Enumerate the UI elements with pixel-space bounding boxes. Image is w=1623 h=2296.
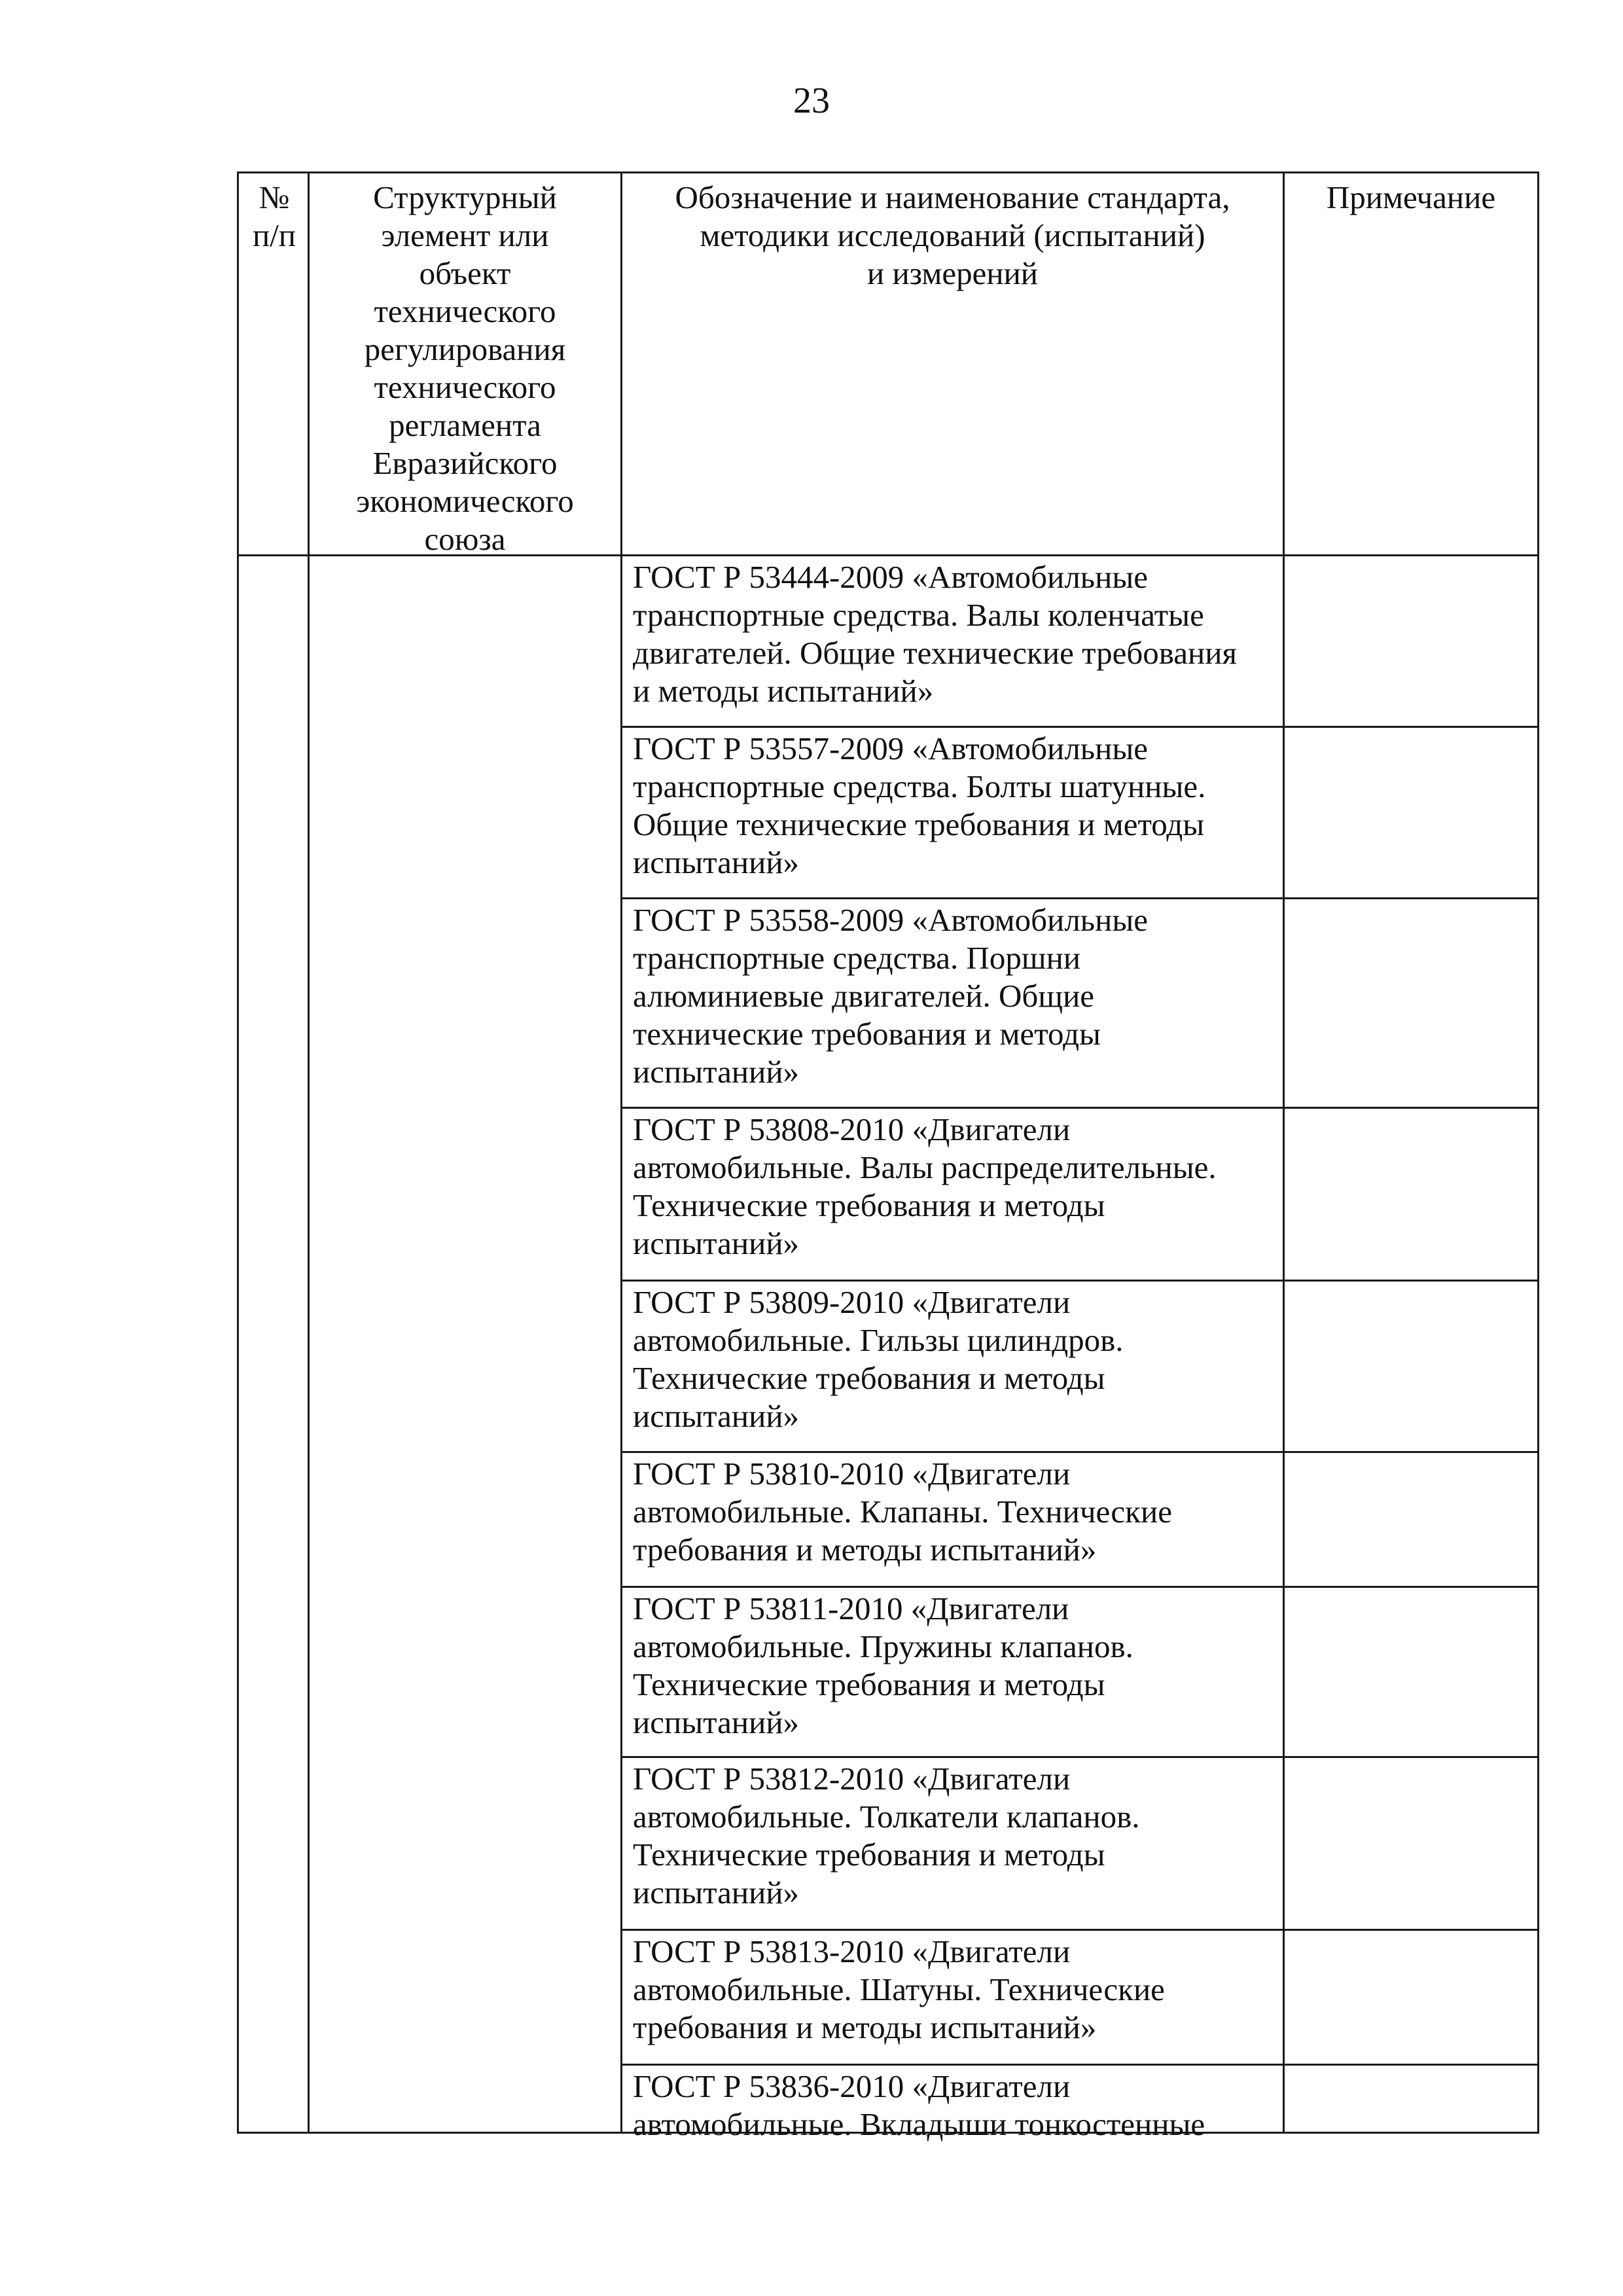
table-row-standard: ГОСТ Р 53813-2010 «Двигатели автомобильные. Шатуны. Технические требования и методы испытаний»	[633, 1933, 1165, 2045]
page-number: 23	[793, 81, 830, 121]
column-divider	[1283, 173, 1285, 2132]
row-divider	[620, 897, 1537, 899]
header-note: Примечание	[1326, 179, 1496, 215]
table-row-standard: ГОСТ Р 53811-2010 «Двигатели автомобильные. Пружины клапанов. Технические требования и методы испытаний»	[633, 1590, 1133, 1740]
column-divider	[620, 173, 622, 2132]
table-row-standard: ГОСТ Р 53558-2009 «Автомобильные транспортные средства. Поршни алюминиевые двигателей. Общие технические требования и методы испытаний»	[633, 902, 1149, 1090]
row-divider	[620, 1756, 1537, 1758]
row-divider	[620, 1107, 1537, 1109]
row-divider	[620, 1451, 1537, 1453]
standards-table	[237, 171, 1539, 2142]
row-divider	[620, 1586, 1537, 1588]
table-row-standard: ГОСТ Р 53557-2009 «Автомобильные транспортные средства. Болты шатунные. Общие технические требования и методы испытаний»	[633, 730, 1206, 880]
row-divider	[620, 726, 1537, 728]
row-divider	[620, 1929, 1537, 1931]
header-standard-designation: Обозначение и наименование стандарта, методики исследований (испытаний) и измерений	[675, 179, 1230, 291]
table-row-standard: ГОСТ Р 53836-2010 «Двигатели автомобильные. Вкладыши тонкостенные	[633, 2068, 1205, 2142]
header-structural-element: Структурный элемент или объект технического регулирования технического регламента Евразийского экономического союза	[356, 179, 574, 557]
table-row-standard: ГОСТ Р 53444-2009 «Автомобильные транспортные средства. Валы коленчатые двигателей. Общие технические требования и методы испытаний»	[633, 559, 1237, 709]
table-row-standard: ГОСТ Р 53808-2010 «Двигатели автомобильные. Валы распределительные. Технические требования и методы испытаний»	[633, 1111, 1217, 1261]
table-row-standard: ГОСТ Р 53810-2010 «Двигатели автомобильные. Клапаны. Технические требования и методы испытаний»	[633, 1456, 1172, 1568]
row-divider	[620, 1280, 1537, 1282]
header-number: № п/п	[252, 179, 296, 253]
row-divider	[620, 2064, 1537, 2066]
table-row-standard: ГОСТ Р 53809-2010 «Двигатели автомобильные. Гильзы цилиндров. Технические требования и методы испытаний»	[633, 1284, 1124, 1434]
table-row-standard: ГОСТ Р 53812-2010 «Двигатели автомобильные. Толкатели клапанов. Технические требования и методы испытаний»	[633, 1761, 1140, 1910]
